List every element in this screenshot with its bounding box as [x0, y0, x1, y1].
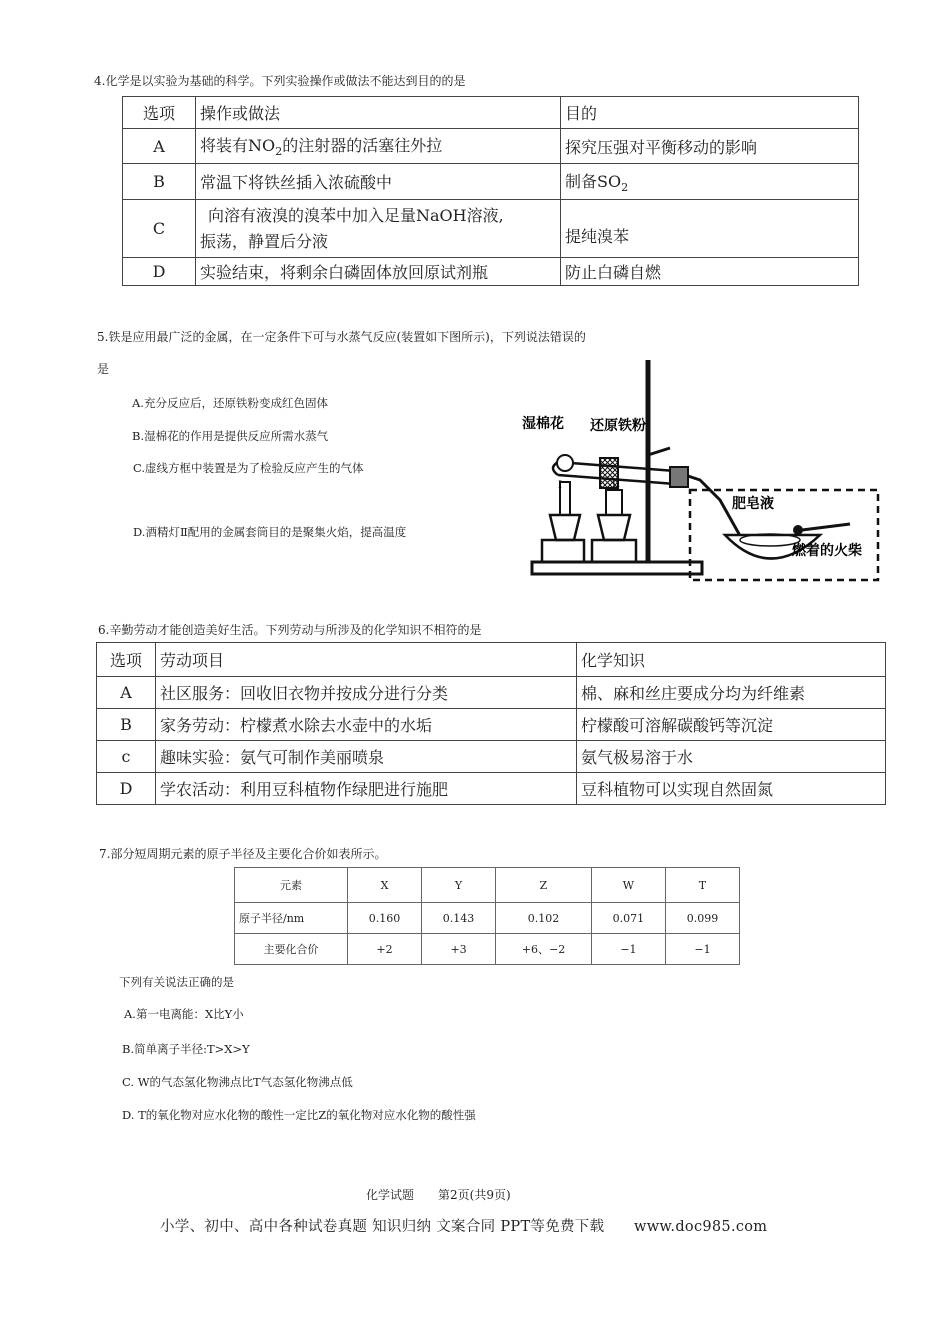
table-row [235, 934, 740, 965]
text: 的注射器的活塞往外拉 [282, 136, 443, 156]
aim-cell: 防止白磷自燃 [561, 258, 859, 286]
lamp-2-block [592, 540, 636, 562]
download-banner: 小学、初中、高中各种试卷真题 知识归纳 文案合同 PPT等免费下载 www.doc985.com [160, 1219, 768, 1235]
page-number-footer: 化学试题 第2页(共9页) [366, 1188, 511, 1202]
radius-x: 0.160 [348, 903, 422, 934]
aim-cell: 提纯溴苯 [561, 200, 859, 258]
text: 将装有NO [200, 136, 276, 156]
option-cell: D [97, 773, 156, 805]
header-option: 选项 [97, 643, 156, 677]
radius-t: 0.099 [665, 903, 739, 934]
wet-cotton [557, 455, 573, 471]
match-flame [793, 525, 803, 535]
tube-bottom [558, 475, 688, 485]
option-cell: C [123, 200, 196, 258]
q7-option-d: D. T的氧化物对应水化物的酸性一定比Z的氧化物对应水化物的酸性强 [122, 1108, 476, 1122]
table-row [97, 741, 886, 773]
radius-y: 0.143 [422, 903, 496, 934]
operation-line: 向溶有液溴的溴苯中加入足量NaOH溶液, [208, 205, 504, 225]
row-label-valence: 主要化合价 [235, 934, 348, 965]
lamp-2-metal-sleeve [606, 490, 622, 515]
table-row [123, 164, 859, 200]
radius-z: 0.102 [496, 903, 592, 934]
work-cell: 学农活动：利用豆科植物作绿肥进行施肥 [156, 773, 577, 805]
table-row [123, 200, 859, 258]
text: 制备SO [565, 171, 622, 191]
iron-steam-apparatus-figure [520, 350, 885, 582]
q6-table [96, 642, 886, 805]
header-x: X [348, 868, 422, 903]
stand-base [532, 562, 702, 574]
q7-option-c: C. W的气态氢化物沸点比T气态氢化物沸点低 [122, 1075, 353, 1089]
q5-option-d: D.酒精灯Ⅱ配用的金属套筒目的是聚集火焰，提高温度 [133, 525, 407, 539]
lamp-1-block [542, 540, 584, 562]
q7-prompt: 下列有关说法正确的是 [119, 975, 234, 989]
operation-line: 振荡，静置后分液 [200, 231, 329, 251]
label-lamp-1: I [558, 480, 562, 491]
header-w: W [591, 868, 665, 903]
match-stick [802, 524, 850, 530]
q5-stem-continued: 是 [97, 362, 110, 376]
operation-cell [196, 129, 561, 164]
header-option: 选项 [123, 97, 196, 129]
valence-z: +6、−2 [496, 934, 592, 965]
header-z: Z [496, 868, 592, 903]
option-cell: A [123, 129, 196, 164]
table-row [235, 903, 740, 934]
q5-option-c: C.虚线方框中装置是为了检验反应产生的气体 [133, 461, 364, 475]
header-work: 劳动项目 [156, 643, 577, 677]
work-cell: 趣味实验：氨气可制作美丽喷泉 [156, 741, 577, 773]
operation-cell: 实验结束，将剩余白磷固体放回原试剂瓶 [196, 258, 561, 286]
table-row [97, 773, 886, 805]
operation-cell: 常温下将铁丝插入浓硫酸中 [196, 164, 561, 200]
alcohol-lamp-1 [550, 515, 580, 540]
option-cell: B [97, 709, 156, 741]
label-lamp-2: II [612, 479, 620, 490]
q5-option-a: A.充分反应后，还原铁粉变成红色固体 [132, 396, 328, 410]
table-row [97, 677, 886, 709]
q7-stem: 7.部分短周期元素的原子半径及主要化合价如表所示。 [99, 847, 387, 861]
table-row [123, 258, 859, 286]
subscript: 2 [621, 181, 629, 195]
q5-option-b: B.湿棉花的作用是提供反应所需水蒸气 [132, 429, 329, 443]
row-label-radius: 原子半径/nm [235, 903, 348, 934]
q7-option-a: A.第一电离能：X比Y小 [124, 1007, 244, 1021]
aim-cell: 探究压强对平衡移动的影响 [561, 129, 859, 164]
table-row [97, 709, 886, 741]
tube-top [558, 462, 688, 472]
label-burning-match: 燃着的火柴 [792, 543, 862, 559]
q7-element-table [234, 867, 740, 965]
clamp [648, 448, 670, 455]
alcohol-lamp-2 [598, 515, 630, 540]
label-iron-powder: 还原铁粉 [590, 418, 646, 434]
option-cell: c [97, 741, 156, 773]
option-cell: D [123, 258, 196, 286]
q6-stem: 6.辛勤劳动才能创造美好生活。下列劳动与所涉及的化学知识不相符的是 [98, 623, 482, 637]
q4-table [122, 96, 859, 286]
option-cell: A [97, 677, 156, 709]
q7-option-b: B.简单离子半径:T>X>Y [122, 1042, 250, 1056]
header-element: 元素 [235, 868, 348, 903]
table-header-row [235, 868, 740, 903]
option-cell: B [123, 164, 196, 200]
table-header-row [97, 643, 886, 677]
valence-x: +2 [348, 934, 422, 965]
label-soap-solution: 肥皂液 [732, 496, 774, 512]
table-row [123, 129, 859, 164]
work-cell: 家务劳动：柠檬煮水除去水壶中的水垢 [156, 709, 577, 741]
q4-stem: 4.化学是以实验为基础的科学。下列实验操作或做法不能达到目的的是 [94, 74, 466, 88]
operation-cell [196, 200, 561, 258]
header-t: T [665, 868, 739, 903]
knowledge-cell: 棉、麻和丝庄要成分均为纤维素 [577, 677, 886, 709]
header-knowledge: 化学知识 [577, 643, 886, 677]
radius-w: 0.071 [591, 903, 665, 934]
label-wet-cotton: 湿棉花 [522, 416, 564, 432]
knowledge-cell: 柠檬酸可溶解碳酸钙等沉淀 [577, 709, 886, 741]
header-operation: 操作或做法 [196, 97, 561, 129]
header-aim: 目的 [561, 97, 859, 129]
header-y: Y [422, 868, 496, 903]
q5-stem: 5.铁是应用最广泛的金属，在一定条件下可与水蒸气反应(装置如下图所示)，下列说法错误的 [97, 330, 586, 344]
knowledge-cell: 氨气极易溶于水 [577, 741, 886, 773]
aim-cell [561, 164, 859, 200]
stopper [670, 467, 688, 487]
work-cell: 社区服务：回收旧衣物并按成分进行分类 [156, 677, 577, 709]
table-header-row [123, 97, 859, 129]
valence-y: +3 [422, 934, 496, 965]
valence-w: −1 [591, 934, 665, 965]
subscript: 2 [275, 145, 283, 159]
valence-t: −1 [665, 934, 739, 965]
knowledge-cell: 豆科植物可以实现自然固氮 [577, 773, 886, 805]
